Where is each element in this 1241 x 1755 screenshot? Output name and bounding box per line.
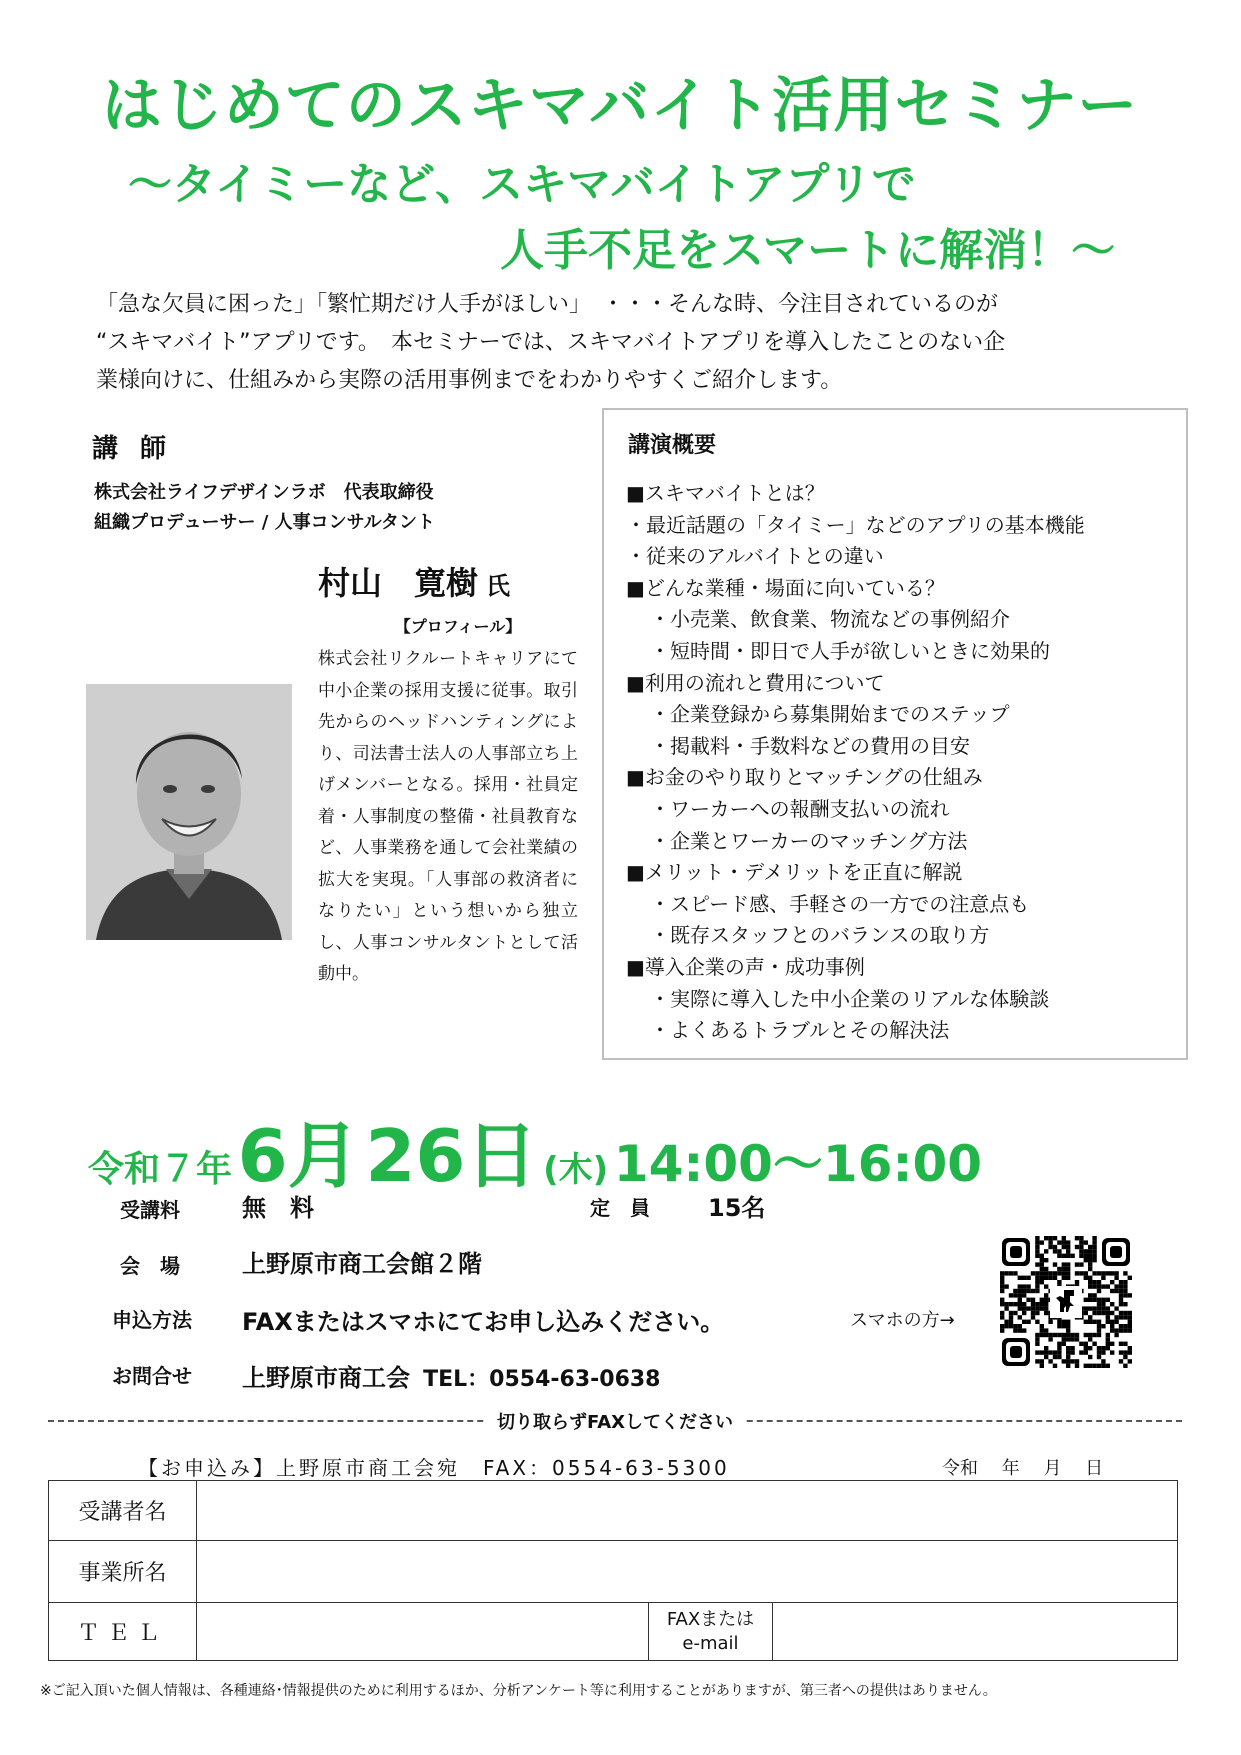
outline-item: ・スピード感、手軽さの一方での注意点も (650, 891, 1030, 916)
contact-tel: TEL：0554-63-0638 (423, 1367, 661, 1392)
seminar-subtitle-line1: ～タイミーなど、スキマバイトアプリで (128, 159, 916, 210)
outline-item: ■メリット・デメリットを正直に解説 (626, 860, 963, 885)
outline-item: ・実際に導入した中小企業のリアルな体験談 (650, 986, 1050, 1011)
outline-item: ・企業とワーカーのマッチング方法 (650, 828, 968, 853)
lecturer-name-block (318, 558, 510, 604)
outline-item: ・企業登録から募集開始までのステップ (650, 702, 1010, 727)
event-time: 14:00～16:00 (613, 1135, 983, 1193)
outline-item: ・ワーカーへの報酬支払いの流れ (650, 796, 950, 821)
date-year-unit: 年 (196, 1149, 233, 1190)
smartphone-note: スマホの方→ (850, 1310, 955, 1331)
fee-value: 無 料 (242, 1194, 314, 1222)
date-year: ７ (160, 1149, 197, 1190)
outline-item: ・従来のアルバイトとの違い (626, 544, 884, 569)
outline-item: ・既存スタッフとのバランスの取り方 (650, 923, 990, 948)
fax-email-field[interactable] (773, 1603, 1178, 1661)
profile-text: 株式会社リクルートキャリアにて中小企業の採用支援に従事。取引先からのヘッドハンティングにより、司法書士法人の人事部立ち上げメンバーとなる。採用・社員定着・人事制度の整備・社員教育など、人事業務を通して会社業績の拡大を実現。「人事部の救済者になりたい」という想いから独立し、人事コンサルタントとして活動中。 (318, 649, 578, 984)
lecturer-photo (86, 684, 292, 940)
lecturer-role: 組織プロデューサー / 人事コンサルタント (94, 512, 435, 533)
venue-value: 上野原市商工会館２階 (242, 1250, 482, 1278)
date-weekday: (木) (543, 1150, 609, 1190)
seminar-subtitle-line2: 人手不足をスマートに解消！～ (500, 225, 1116, 276)
lecturer-company: 株式会社ライフデザインラボ 代表取締役 (94, 482, 434, 503)
date-era: 令和 (88, 1149, 161, 1190)
date-month-unit: 月 (287, 1114, 360, 1198)
outline-item: ・掲載料・手数料などの費用の目安 (650, 733, 970, 758)
privacy-note: ※ご記入頂いた個人情報は、各種連絡･情報提供のために利用するほか、分析アンケート等に利用することがありますが、第三者への提供はありません。 (40, 1683, 997, 1699)
form-header: 【お申込み】上野原市商工会宛 FAX：0554-63-5300 (138, 1456, 730, 1480)
business-name-field[interactable] (197, 1541, 1178, 1603)
capacity-label: 定 員 (590, 1196, 650, 1220)
lecturer-honorific: 氏 (486, 572, 511, 600)
contact-label: お問合せ (112, 1364, 192, 1388)
cut-line-text: 切り取らずFAXしてください (485, 1412, 745, 1433)
person-portrait-icon (86, 684, 292, 940)
outline-item: ・最近話題の「タイミー」などのアプリの基本機能 (626, 512, 1085, 537)
outline-item: ■スキマバイトとは？ (626, 481, 825, 505)
outline-item: ■どんな業種・場面に向いている？ (626, 575, 945, 600)
capacity-value: 15名 (708, 1194, 766, 1222)
form-label-fax-email (649, 1603, 773, 1661)
intro-text (96, 286, 1156, 400)
tel-field[interactable] (197, 1603, 649, 1661)
intro-line: 業様向けに、仕組みから実際の活用事例までをわかりやすくご紹介します。 (96, 368, 843, 393)
apply-value: FAXまたはスマホにてお申し込みください。 (242, 1308, 725, 1336)
email-label: e-mail (682, 1632, 739, 1654)
seminar-title: はじめてのスキマバイト活用セミナー (101, 71, 1139, 141)
date-day: 26 (365, 1114, 466, 1198)
application-form (48, 1480, 1178, 1661)
outline-item: ・よくあるトラブルとその解決法 (650, 1018, 950, 1043)
outline-item: ■お金のやり取りとマッチングの仕組み (626, 765, 983, 790)
event-date (88, 1098, 1188, 1202)
qr-code-icon[interactable] (1000, 1236, 1132, 1368)
outline-item: ■導入企業の声・成功事例 (626, 954, 865, 979)
fax-label: FAXまたは (666, 1608, 755, 1630)
form-label-tel: ＴＥＬ (49, 1603, 197, 1661)
form-date-field: 令和 年 月 日 (942, 1458, 1104, 1479)
outline-title: 講演概要 (628, 433, 717, 458)
outline-list (626, 478, 1186, 1047)
outline-item: ・小売業、飲食業、物流などの事例紹介 (650, 607, 1010, 632)
date-month: 6 (237, 1114, 288, 1198)
form-label-business: 事業所名 (49, 1541, 197, 1603)
lecturer-heading: 講師 (92, 434, 189, 464)
apply-label: 申込方法 (112, 1308, 192, 1332)
cut-line (48, 1408, 1182, 1434)
intro-line: 「急な欠員に困った」「繁忙期だけ人手がほしい」 ・・・そんな時、今注目されているのが (96, 292, 999, 317)
lecturer-affiliation (94, 478, 435, 538)
attendee-name-field[interactable] (197, 1481, 1178, 1541)
venue-label: 会 場 (120, 1254, 180, 1278)
intro-line: “スキマバイト”アプリです。 本セミナーでは、スキマバイトアプリを導入したことのない企 (96, 330, 1006, 355)
outline-item: ■利用の流れと費用について (626, 670, 885, 695)
form-label-attendee: 受講者名 (49, 1481, 197, 1541)
lecturer-name: 村山 寛樹 (318, 564, 479, 602)
date-day-unit: 日 (465, 1114, 538, 1198)
outline-item: ・短時間・即日で人手が欲しいときに効果的 (650, 638, 1050, 663)
profile-label: 【プロフィール】 (394, 617, 522, 636)
contact-value: 上野原市商工会 (242, 1364, 410, 1392)
contact-block (242, 1358, 661, 1393)
fee-label: 受講料 (120, 1198, 180, 1222)
